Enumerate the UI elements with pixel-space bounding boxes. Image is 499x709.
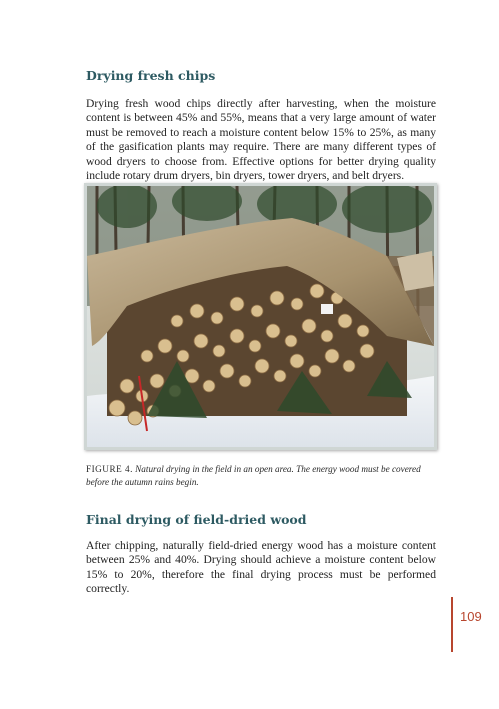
paragraph-final-drying: After chipping, naturally field-dried energy wood has a moisture content between 25% and 40%. Drying should achieve a moisture content below 15% to 20%, therefore the final drying process must be performed correctly.: [86, 539, 436, 596]
woodpile-photo-image: [87, 186, 434, 447]
figure-caption-text: Natural drying in the field in an open area. The energy wood must be covered before the autumn rains begin.: [86, 464, 421, 487]
section-heading-drying-fresh-chips: Drying fresh chips: [86, 68, 216, 83]
page-number-rule: [451, 597, 453, 652]
page-number: 109: [460, 609, 482, 624]
figure-label: FIGURE 4.: [86, 464, 133, 474]
section-heading-final-drying: Final drying of field-dried wood: [86, 512, 307, 527]
paragraph-drying-fresh-chips: Drying fresh wood chips directly after harvesting, when the moisture content is between 45% and 55%, means that a very large amount of water must be removed to reach a moisture content below 15% to 25%, as many of the gasification plants may require. There are many different types of wood dryers to choose from. Effective options for better drying quality include rotary drum dryers, bin dryers, tower dryers, and belt dryers.: [86, 97, 436, 183]
figure-photo: [84, 183, 437, 450]
figure-caption: [86, 463, 436, 489]
